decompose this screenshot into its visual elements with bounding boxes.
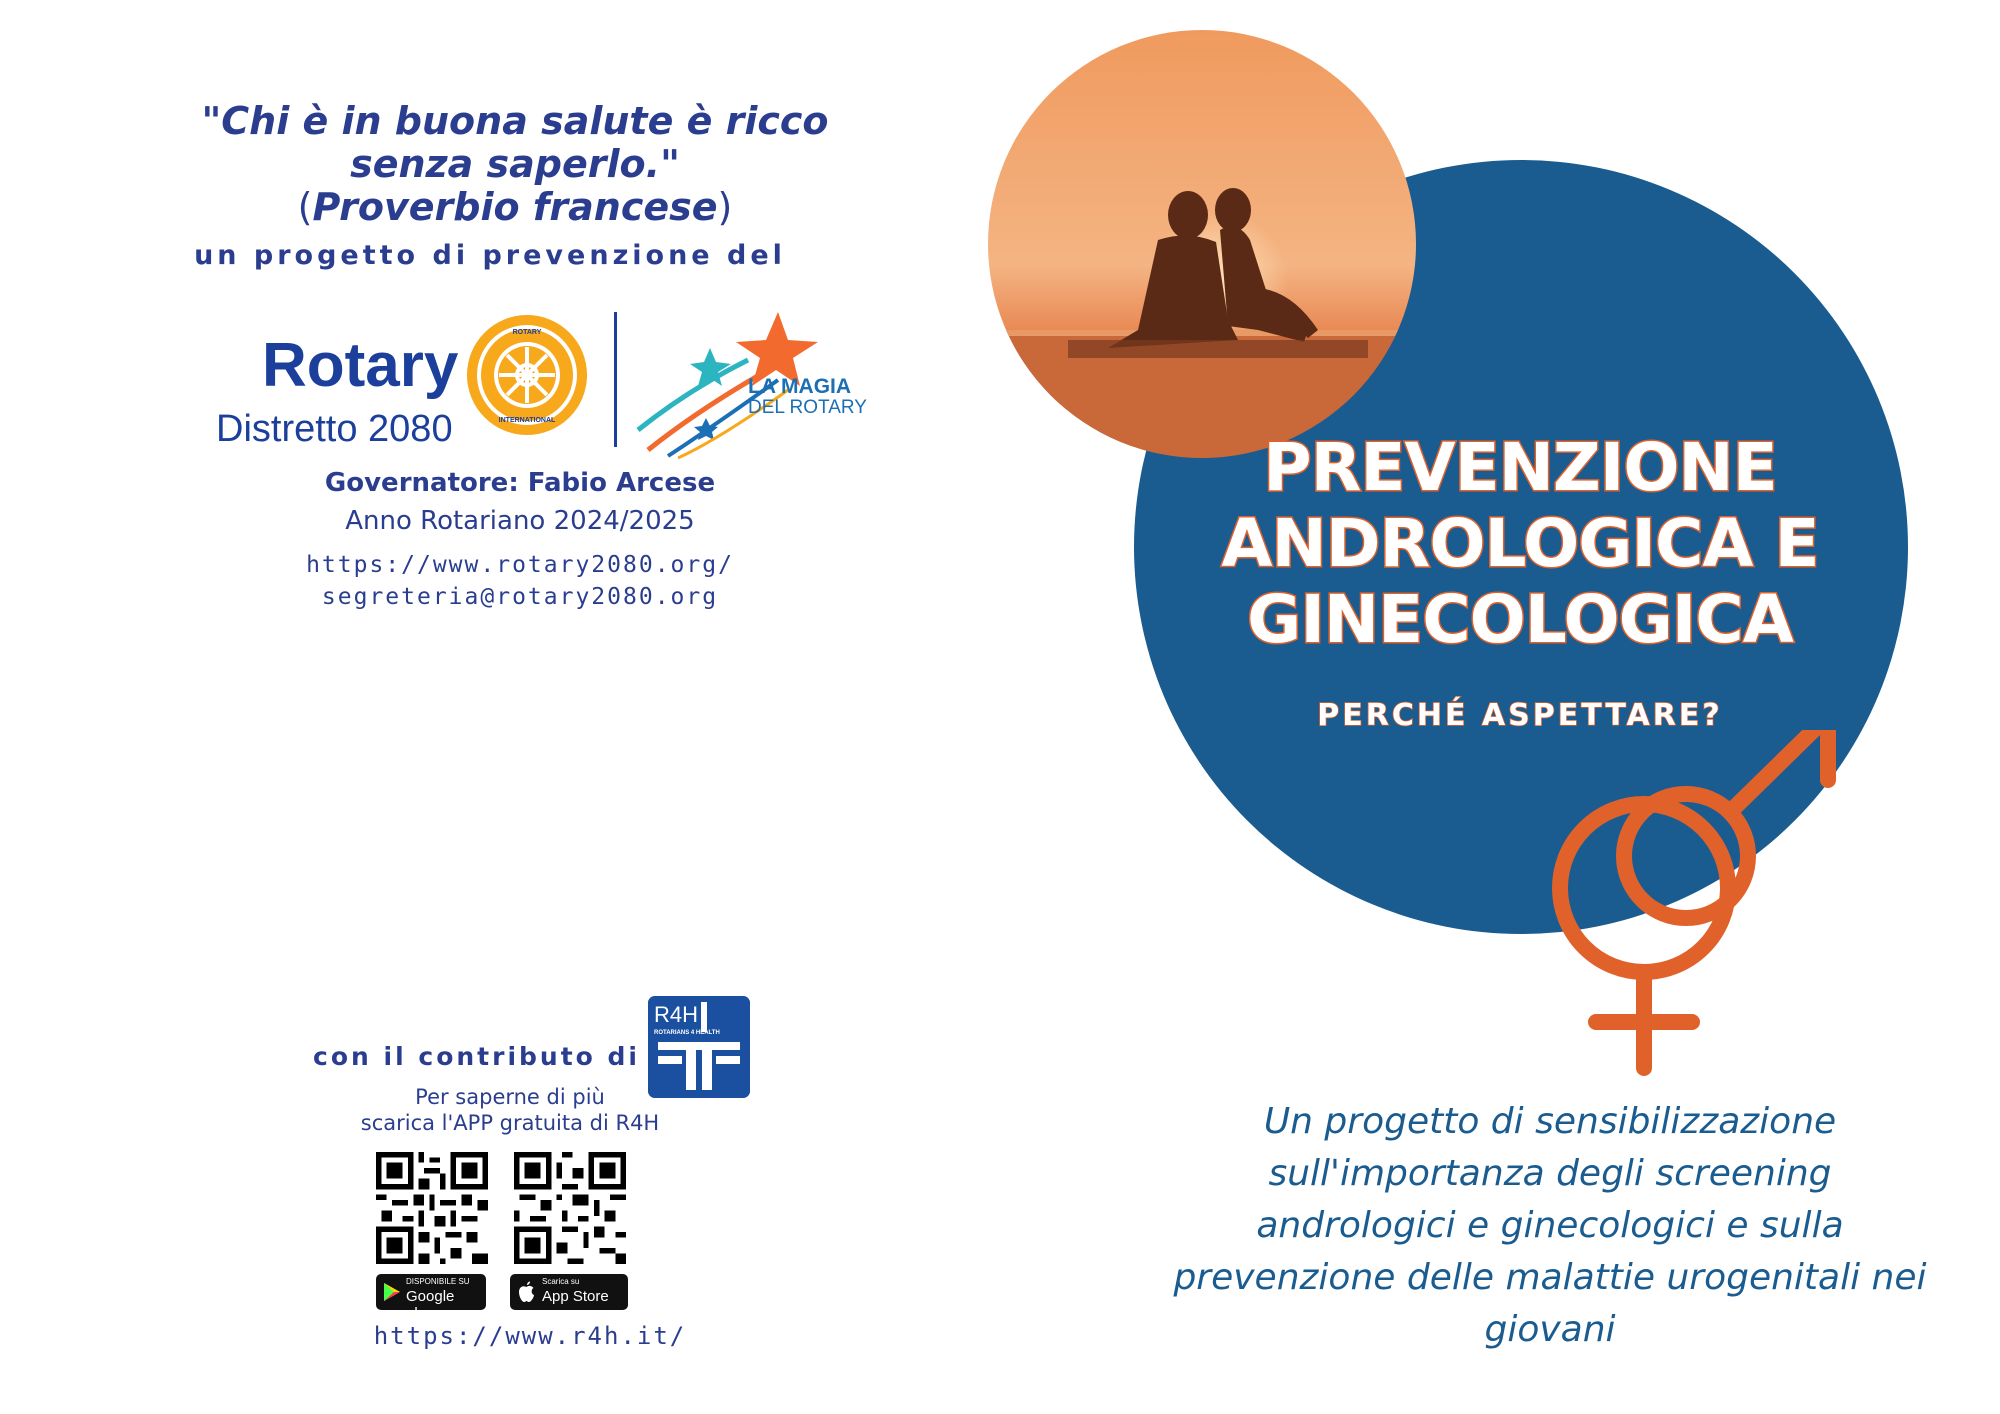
svg-text:R4H: R4H <box>654 1002 699 1027</box>
magia-label: LA MAGIA DEL ROTARY <box>748 375 867 418</box>
project-description: Un progetto di sensibilizzazione sull'importanza degli screening andrologici e ginecologici e sulla prevenzione delle malattie urogenitali nei giovani <box>1173 1101 1927 1350</box>
page-title: PREVENZIONE ANDROLOGICA E GINECOLOGICA <box>1221 429 1819 658</box>
quote-source: (Proverbio francese) <box>297 185 733 229</box>
couple-sunset-photo <box>988 30 1416 458</box>
rotary-email-link[interactable]: segreteria@rotary2080.org <box>321 584 719 610</box>
svg-text:ROTARY: ROTARY <box>512 329 542 336</box>
app-store-button[interactable]: Scarica su App Store <box>510 1274 628 1310</box>
page-subtitle: PERCHÉ ASPETTARE? <box>1317 698 1723 733</box>
svg-text:ROTARIANS 4 HEALTH: ROTARIANS 4 HEALTH <box>654 1030 720 1036</box>
quote-text: "Chi è in buona salute è ricco senza saperlo." <box>201 99 829 186</box>
project-intro: un progetto di prevenzione del <box>194 240 786 271</box>
r4h-info: Per saperne di più scarica l'APP gratuita di R4H <box>360 1085 660 1135</box>
rotary-brand: Rotary <box>262 331 459 400</box>
quote <box>150 100 880 229</box>
svg-text:INTERNATIONAL: INTERNATIONAL <box>498 417 556 424</box>
r4h-website-link[interactable]: https://www.r4h.it/ <box>373 1322 687 1350</box>
apple-icon <box>518 1281 535 1303</box>
rotary-website-link[interactable]: https://www.rotary2080.org/ <box>306 552 734 578</box>
governor: Governatore: Fabio Arcese <box>324 468 716 498</box>
gender-symbol-icon <box>1536 730 1846 1080</box>
r4h-cross-icon <box>648 996 750 1098</box>
qr-code-icon[interactable] <box>376 1152 488 1264</box>
rotary-year: Anno Rotariano 2024/2025 <box>345 506 695 536</box>
contribution-label: con il contributo di <box>313 1042 640 1071</box>
rotary-wheel-icon <box>464 312 590 438</box>
rotary-district: Distretto 2080 <box>216 408 453 450</box>
google-play-button[interactable]: DISPONIBILE SU Google play <box>376 1274 486 1310</box>
qr-code-icon[interactable] <box>514 1152 626 1264</box>
google-play-icon <box>383 1282 401 1302</box>
logo-divider <box>614 312 617 447</box>
